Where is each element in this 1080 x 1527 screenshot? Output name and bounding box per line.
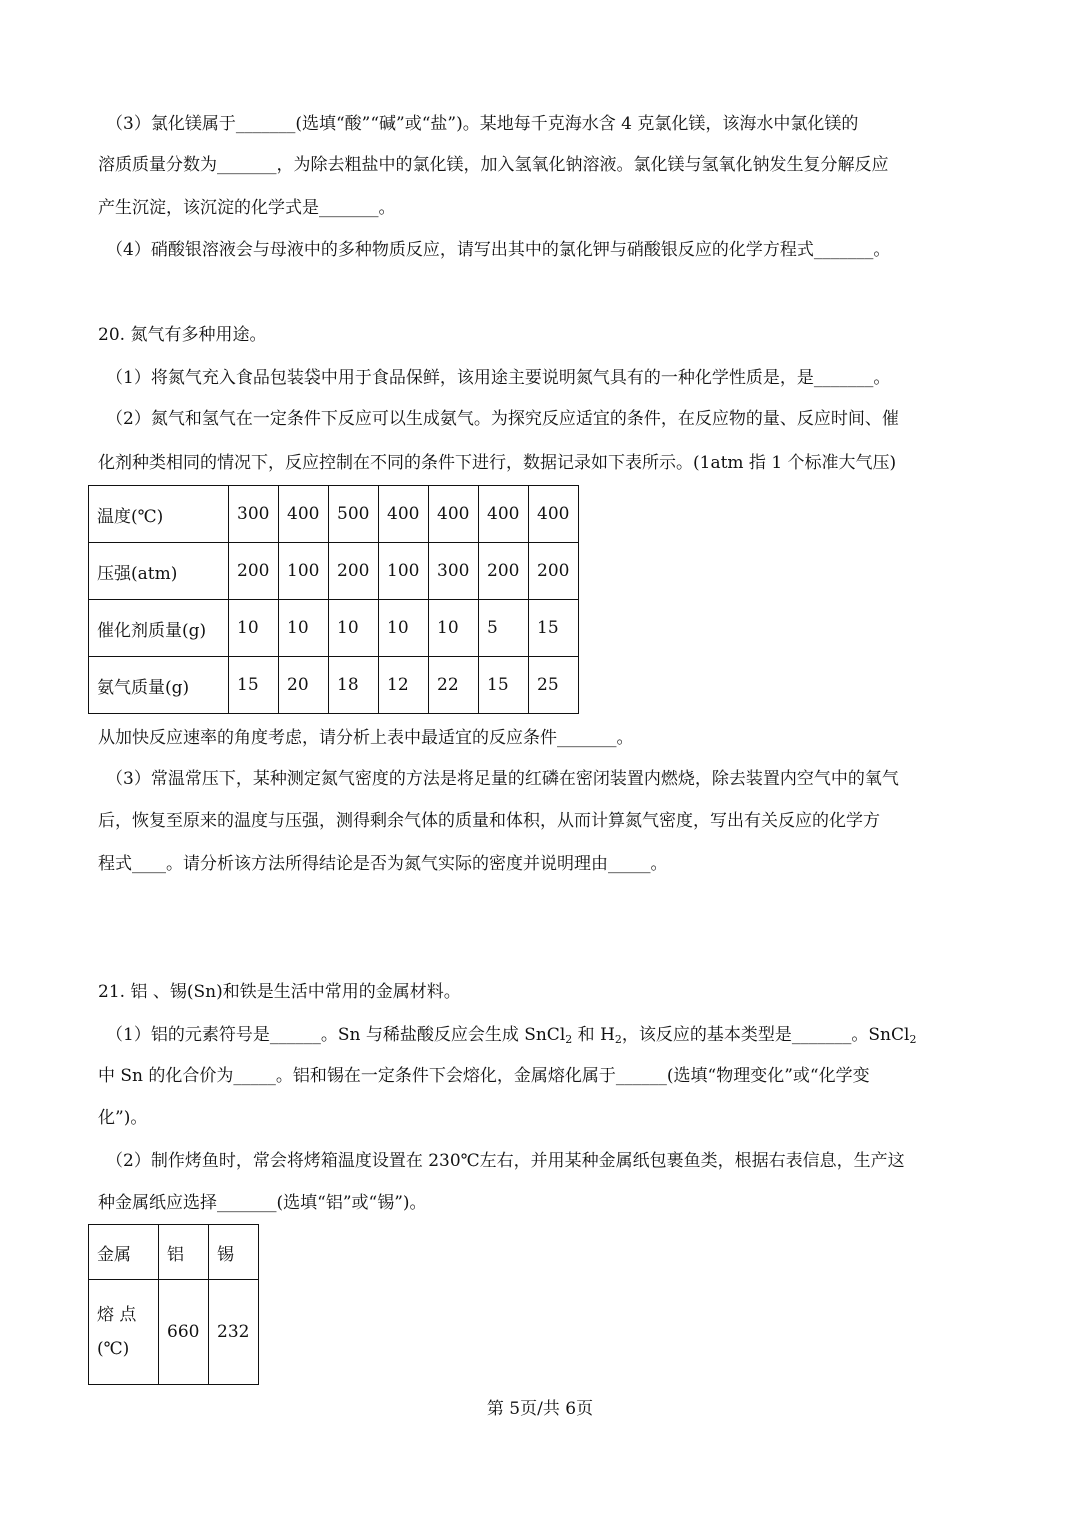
q21-part1-text-b: 和 H [572,1025,615,1045]
table-header-cell: 锡 [209,1225,259,1280]
table-cell: 100 [279,543,329,600]
table-cell: 400 [429,486,479,543]
table-row [89,657,579,714]
q21-part1-text-c: ，该反应的基本类型是_______。SnCl [621,1025,910,1045]
table-row [89,600,579,657]
table-cell: 10 [429,600,479,657]
table-cell: 400 [379,486,429,543]
q21-part1-line1 [106,1023,916,1047]
table-row [89,1225,259,1280]
table-cell: 232 [209,1280,259,1385]
table-cell: 12 [379,657,429,714]
table-cell: 100 [379,543,429,600]
table-cell: 500 [329,486,379,543]
table-cell: 660 [159,1280,209,1385]
table-cell: 15 [229,657,279,714]
table-cell: 10 [229,600,279,657]
page-footer: 第 5页/共 6页 [486,1399,594,1419]
table-cell: 5 [479,600,529,657]
q20-part2-after-table: 从加快反应速率的角度考虑，请分析上表中最适宜的反应条件_______。 [98,728,634,748]
subscript-2: 2 [614,1033,622,1046]
reaction-conditions-table [88,485,579,714]
table-cell: 400 [529,486,579,543]
q21-part1-line3: 化”)。 [98,1108,148,1128]
table-cell: 200 [529,543,579,600]
subscript-2: 2 [909,1033,917,1046]
q21-part1-text-a: （1）铝的元素符号是______。Sn 与稀盐酸反应会生成 SnCl [106,1025,566,1045]
table-header-cell: 温度(℃) [89,486,229,543]
table-header-cell: 金属 [89,1225,159,1280]
q21-part2-line2: 种金属纸应选择_______(选填“铝”或“锡”)。 [98,1193,427,1213]
q20-part2-line2: 化剂种类相同的情况下，反应控制在不同的条件下进行，数据记录如下表所示。(1atm 指 1 个标准大气压) [98,453,897,473]
table-cell: 10 [329,600,379,657]
q20-part2-line1: （2）氮气和氢气在一定条件下反应可以生成氨气。为探究反应适宜的条件，在反应物的量、反应时间、催 [106,409,899,429]
table-cell: 400 [279,486,329,543]
table-header-cell: 压强(atm) [89,543,229,600]
table-header-cell: 铝 [159,1225,209,1280]
q20-part1: （1）将氮气充入食品包装袋中用于食品保鲜，该用途主要说明氮气具有的一种化学性质是，是_______。 [106,368,891,388]
q21-part1-line2: 中 Sn 的化合价为_____。铝和锡在一定条件下会熔化，金属熔化属于______(选填“物理变化”或“化学变 [98,1066,870,1086]
table-cell: 200 [329,543,379,600]
table-cell: 18 [329,657,379,714]
table-header-cell: 催化剂质量(g) [89,600,229,657]
subscript-2: 2 [565,1033,573,1046]
table-row [89,543,579,600]
table-cell: 15 [529,600,579,657]
q21-title: 21. 铝 、锡(Sn)和铁是生活中常用的金属材料。 [98,982,461,1002]
table-cell: 300 [229,486,279,543]
table-row [89,486,579,543]
q20-part3-line1: （3）常温常压下，某种测定氮气密度的方法是将足量的红磷在密闭装置内燃烧，除去装置内空气中的氧气 [106,769,899,789]
q20-part3-line2: 后，恢复至原来的温度与压强，测得剩余气体的质量和体积，从而计算氮气密度，写出有关反应的化学方 [98,811,880,831]
table-cell: 300 [429,543,479,600]
q19-part4-line1: （4）硝酸银溶液会与母液中的多种物质反应，请写出其中的氯化钾与硝酸银反应的化学方程式_______。 [106,240,891,260]
q19-part3-line2: 溶质质量分数为_______，为除去粗盐中的氯化镁，加入氢氧化钠溶液。氯化镁与氢氧化钠发生复分解反应 [98,155,889,175]
q20-part3-line3: 程式____。请分析该方法所得结论是否为氮气实际的密度并说明理由_____。 [98,854,668,874]
table-cell: 15 [479,657,529,714]
melting-point-unit: (℃) [97,1339,130,1359]
table-cell: 400 [479,486,529,543]
table-cell: 20 [279,657,329,714]
table-cell: 10 [379,600,429,657]
q21-part2-line1: （2）制作烤鱼时，常会将烤箱温度设置在 230℃左右，并用某种金属纸包裹鱼类，根据右表信息，生产这 [106,1151,905,1171]
table-cell: 200 [479,543,529,600]
table-row [89,1280,259,1385]
q19-part3-line3: 产生沉淀，该沉淀的化学式是_______。 [98,198,396,218]
melting-point-table [88,1224,259,1385]
table-cell: 200 [229,543,279,600]
table-cell: 25 [529,657,579,714]
table-header-cell: 氨气质量(g) [89,657,229,714]
table-cell: 22 [429,657,479,714]
table-cell: 10 [279,600,329,657]
melting-point-label-cell [89,1280,159,1385]
melting-point-label: 熔 点 [97,1305,137,1325]
q19-part3-line1: （3）氯化镁属于_______(选填“酸”“碱”或“盐”)。某地每千克海水含 4 克氯化镁，该海水中氯化镁的 [106,114,859,134]
q20-title: 20. 氮气有多种用途。 [98,325,267,345]
